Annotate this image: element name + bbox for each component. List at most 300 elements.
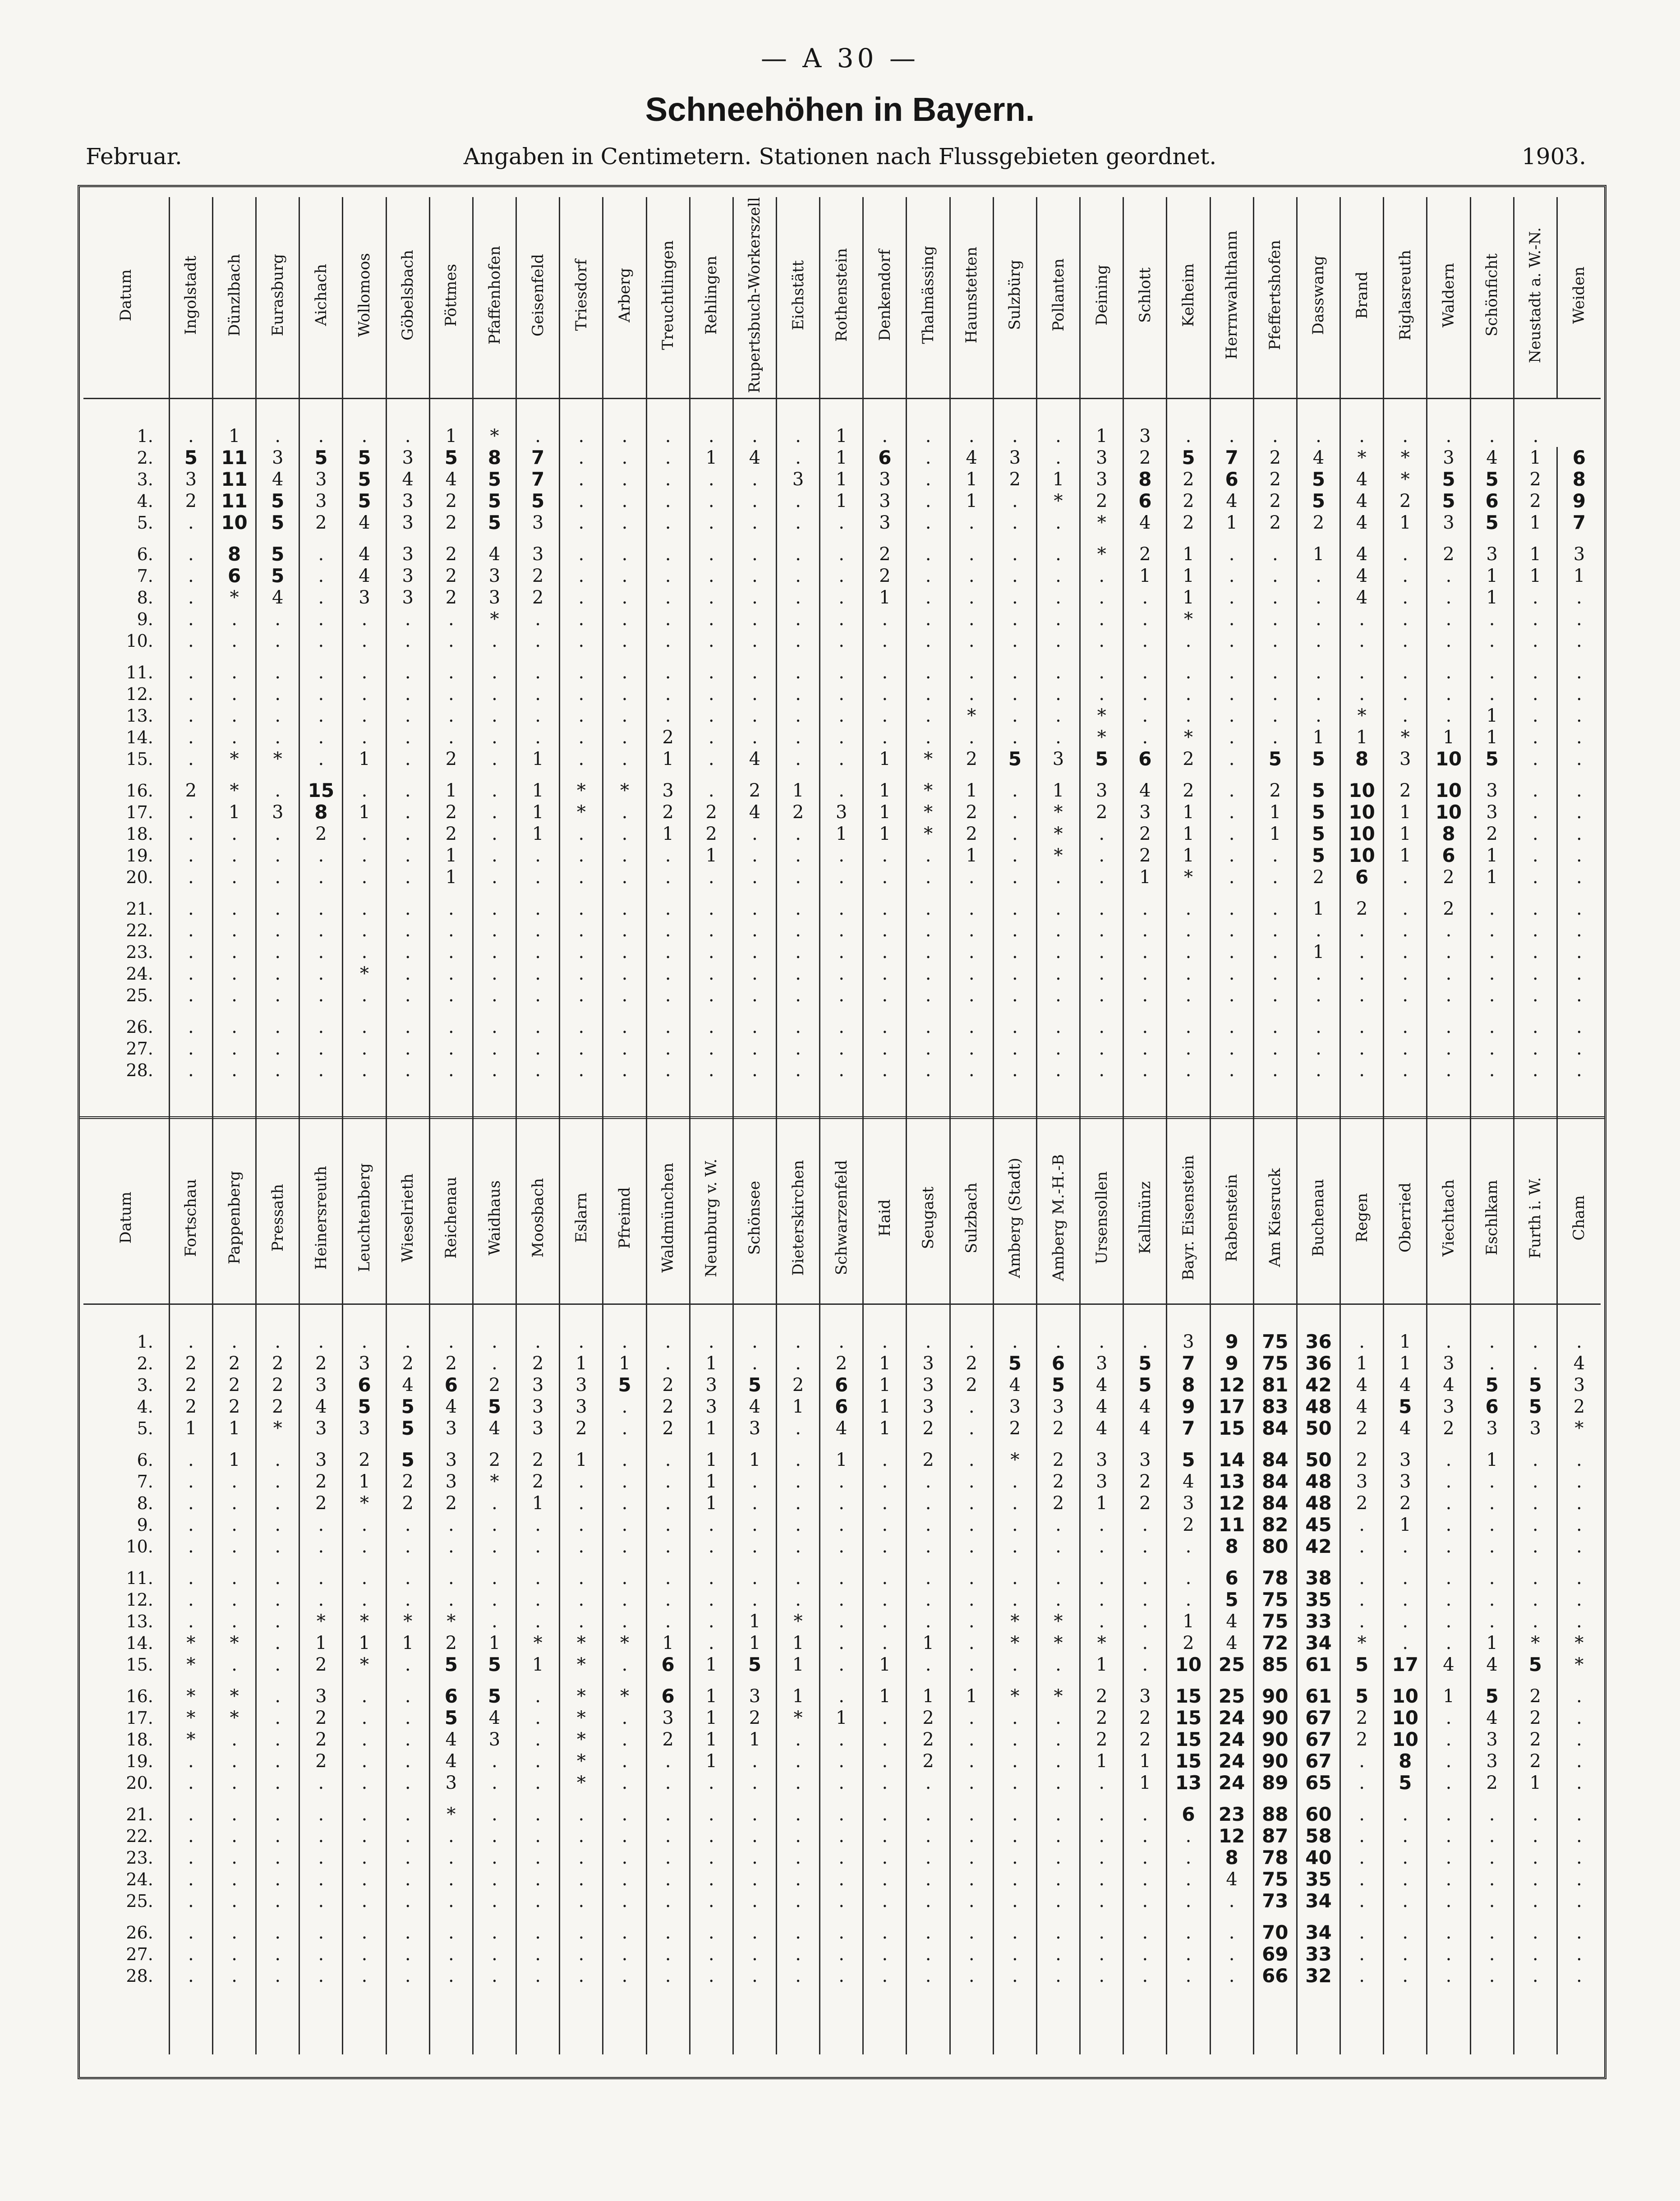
snow-depth-cell: . [777,1729,820,1750]
snow-depth-cell: 5 [473,1654,516,1676]
snow-depth-cell: 5 [1470,1374,1514,1396]
snow-depth-cell: . [1470,1471,1514,1492]
snow-depth-cell: . [473,1794,516,1825]
snow-depth-cell: 5 [256,565,299,587]
table-row [83,705,1601,727]
snow-depth-cell: . [212,1589,256,1611]
snow-depth-cell: . [1470,1589,1514,1611]
snow-depth-cell: . [1514,963,1557,985]
snow-depth-cell: . [777,705,820,727]
snow-depth-cell: . [993,534,1036,565]
snow-depth-cell: 2 [1514,1750,1557,1772]
snow-depth-cell: 2 [299,1729,343,1750]
snow-depth-cell: . [256,1514,299,1536]
snow-depth-cell: 1 [1514,1772,1557,1794]
snow-depth-cell: . [343,1557,386,1589]
snow-depth-cell: . [1080,1038,1123,1059]
date-cell: 21. [126,1805,153,1824]
snow-depth-cell: . [299,398,343,447]
snow-depth-cell: 3 [1427,1353,1470,1374]
snow-depth-cell: . [1384,1632,1427,1654]
snow-depth-cell: 6 [1210,469,1253,490]
snow-depth-cell: 2 [1427,534,1470,565]
snow-depth-cell: 24 [1210,1729,1253,1750]
snow-depth-cell: * [907,770,950,801]
snow-depth-cell: . [907,587,950,608]
snow-depth-cell: 4 [1080,1374,1123,1396]
station-header-row [83,197,1601,398]
snow-depth-cell: . [169,1943,212,1965]
snow-depth-cell: 1 [1470,587,1514,608]
snow-depth-cell: . [516,1006,560,1038]
footer-cell [1470,1081,1514,1140]
snow-depth-cell: * [560,1654,603,1676]
footer-cell [212,1081,256,1140]
snow-depth-cell: 24 [1210,1750,1253,1772]
snow-depth-cell: . [1340,1611,1384,1632]
snow-depth-cell: . [993,1912,1036,1943]
snow-depth-cell: . [777,1825,820,1847]
snow-depth-cell: 2 [299,1471,343,1492]
snow-depth-cell: 4 [1340,534,1384,565]
snow-depth-cell: 3 [473,1729,516,1750]
snow-depth-cell: . [1080,1943,1123,1965]
snow-depth-cell: 4 [1427,1654,1470,1676]
table-row [83,469,1601,490]
snow-depth-cell: . [1080,1006,1123,1038]
snow-depth-cell: . [1557,630,1601,652]
snow-depth-cell: . [516,1825,560,1847]
snow-depth-cell: * [560,1707,603,1729]
snow-depth-cell: . [169,652,212,683]
snow-depth-cell: . [473,985,516,1006]
snow-depth-cell: 1 [343,748,386,770]
snow-depth-cell: . [1514,727,1557,748]
snow-depth-cell: . [1123,1006,1167,1038]
snow-depth-cell: . [1123,1890,1167,1912]
snow-depth-cell: 4 [1340,565,1384,587]
snow-depth-cell: . [1036,1654,1080,1676]
snow-depth-cell: 84 [1253,1492,1297,1514]
snow-depth-cell: . [603,705,646,727]
snow-depth-cell: . [429,1847,473,1869]
snow-depth-cell: . [299,866,343,888]
snow-depth-cell: 1 [1340,727,1384,748]
snow-depth-cell: . [1514,1492,1557,1514]
snow-depth-cell: 3 [1557,534,1601,565]
snow-depth-cell: . [299,1557,343,1589]
snow-depth-cell: 12 [1210,1825,1253,1847]
footer-cell [733,1987,776,2054]
snow-depth-cell: . [993,1514,1036,1536]
snow-depth-cell: . [169,920,212,941]
station-name: Haunstetten [962,247,981,344]
snow-depth-cell: 25 [1210,1676,1253,1707]
snow-depth-cell: . [1253,941,1297,963]
snow-depth-cell: 2 [1123,1471,1167,1492]
snow-depth-cell: . [1036,1006,1080,1038]
snow-depth-cell: 1 [1036,770,1080,801]
station-column-header [473,1137,516,1304]
snow-depth-cell: 34 [1297,1890,1340,1912]
table-row [83,1557,1601,1589]
footer-cell [1340,1081,1384,1140]
snow-depth-cell: . [603,1492,646,1514]
snow-depth-cell: 6 [820,1396,863,1418]
table-row [83,1439,1601,1471]
snow-depth-cell: . [690,398,733,447]
snow-depth-cell: . [1384,866,1427,888]
station-column-header [993,197,1036,398]
snow-depth-cell: 4 [1340,469,1384,490]
snow-depth-cell: . [1470,1825,1514,1847]
snow-depth-cell: . [1557,1514,1601,1536]
snow-depth-cell: . [256,1869,299,1890]
snow-depth-cell: . [343,683,386,705]
snow-depth-cell: 2 [646,801,690,823]
snow-depth-cell: . [1427,630,1470,652]
snow-depth-cell: 1 [516,770,560,801]
snow-depth-cell: 1 [863,587,907,608]
snow-depth-cell: . [429,1536,473,1557]
snow-depth-cell: * [473,398,516,447]
snow-depth-cell: 2 [386,1353,429,1374]
snow-depth-cell: 1 [733,1611,776,1632]
snow-depth-cell: . [603,652,646,683]
snow-depth-cell: . [1470,963,1514,985]
snow-depth-cell: 34 [1297,1912,1340,1943]
snow-depth-cell: . [473,845,516,866]
snow-depth-cell: . [1514,1557,1557,1589]
snow-depth-cell: 1 [516,823,560,845]
snow-depth-cell: . [907,490,950,512]
snow-depth-cell: . [950,1304,993,1353]
snow-depth-cell: . [256,705,299,727]
snow-depth-cell: 83 [1253,1396,1297,1418]
snow-depth-cell: . [212,1536,256,1557]
snow-depth-cell: . [1470,1353,1514,1374]
snow-depth-cell: . [1036,985,1080,1006]
snow-depth-cell: 15 [1167,1676,1210,1707]
snow-depth-cell: . [1036,1794,1080,1825]
snow-depth-cell: 12 [1210,1374,1253,1396]
snow-depth-cell: 84 [1253,1439,1297,1471]
date-cell: 11. [126,662,153,682]
snow-depth-cell: 4 [473,534,516,565]
snow-depth-cell: . [1557,1869,1601,1890]
snow-depth-cell: . [1036,705,1080,727]
snow-depth-cell: . [212,1943,256,1965]
snow-depth-cell: 3 [733,1418,776,1439]
snow-depth-cell: . [950,1794,993,1825]
snow-depth-cell: 5 [1210,1589,1253,1611]
snow-depth-cell: . [212,1654,256,1676]
station-name: Ursensollen [1092,1171,1111,1265]
snow-depth-cell: . [1123,630,1167,652]
snow-depth-cell: . [343,1676,386,1707]
snow-depth-cell: . [386,1943,429,1965]
snow-depth-cell: 3 [429,1439,473,1471]
snow-depth-cell: 3 [646,770,690,801]
snow-depth-cell: . [603,985,646,1006]
snow-depth-cell: . [299,748,343,770]
snow-depth-cell: . [603,1869,646,1890]
snow-depth-cell: 85 [1253,1654,1297,1676]
snow-depth-cell: . [1036,512,1080,534]
snow-depth-cell: . [1123,1589,1167,1611]
snow-depth-cell: . [343,1514,386,1536]
snow-depth-cell: * [1080,1632,1123,1654]
snow-depth-cell: . [690,490,733,512]
snow-depth-cell: . [646,1038,690,1059]
snow-depth-cell: 3 [516,1418,560,1439]
snow-depth-cell: . [343,1943,386,1965]
snow-depth-cell: . [343,1794,386,1825]
snow-depth-cell: . [1210,823,1253,845]
snow-depth-cell: . [386,985,429,1006]
snow-depth-cell: 1 [820,823,863,845]
snow-depth-cell: . [646,866,690,888]
snow-depth-cell: 87 [1253,1825,1297,1847]
snow-depth-cell: . [1514,1589,1557,1611]
snow-depth-cell: 2 [516,1439,560,1471]
snow-depth-cell: . [690,920,733,941]
snow-depth-cell: . [1036,1965,1080,1987]
snow-depth-cell: 2 [1123,534,1167,565]
snow-depth-cell: . [1514,920,1557,941]
snow-depth-cell: 3 [1340,1471,1384,1492]
snow-depth-cell: . [690,587,733,608]
snow-depth-cell: . [690,1304,733,1353]
snow-depth-cell: . [993,770,1036,801]
station-name: Triesdorf [572,259,590,331]
snow-depth-cell: . [1557,1794,1601,1825]
snow-depth-cell: . [1036,1536,1080,1557]
snow-depth-cell: . [820,1912,863,1943]
snow-depth-cell: . [1514,1038,1557,1059]
snow-depth-cell: 1 [690,1729,733,1750]
table-row [83,770,1601,801]
snow-depth-cell: . [1384,398,1427,447]
snow-depth-cell: 15 [299,770,343,801]
snow-depth-cell: . [777,1514,820,1536]
snow-depth-cell: . [1384,587,1427,608]
snow-depth-cell: . [386,1557,429,1589]
snow-depth-cell: . [907,1965,950,1987]
snow-depth-cell: 5 [343,490,386,512]
snow-depth-cell: . [603,748,646,770]
snow-depth-cell: . [1470,888,1514,920]
snow-depth-cell: . [820,985,863,1006]
snow-depth-cell: 3 [516,1374,560,1396]
footer-cell [473,1987,516,2054]
date-cell: 22. [126,1826,153,1846]
snow-depth-cell: . [1210,985,1253,1006]
snow-depth-cell: 5 [733,1654,776,1676]
snow-depth-cell: . [560,1059,603,1081]
snow-depth-cell: . [907,1589,950,1611]
snow-depth-cell: . [1253,963,1297,985]
snow-depth-cell: . [212,985,256,1006]
table-row [83,920,1601,941]
snow-depth-cell: . [1384,1038,1427,1059]
snow-depth-cell: . [1123,1304,1167,1353]
snow-depth-cell: . [1036,1038,1080,1059]
snow-depth-cell: . [473,1965,516,1987]
snow-depth-cell: . [646,941,690,963]
snow-depth-cell: 78 [1253,1557,1297,1589]
snow-depth-cell: . [1557,801,1601,823]
snow-depth-cell: 3 [1080,447,1123,469]
station-column-header [1253,197,1297,398]
footer-cell [516,1987,560,2054]
snow-depth-cell: . [169,1794,212,1825]
snow-depth-cell: 5 [1123,1353,1167,1374]
snow-depth-cell: 3 [429,1772,473,1794]
snow-depth-cell: . [1384,1890,1427,1912]
snow-depth-cell: . [1123,1943,1167,1965]
snow-depth-cell: . [1427,1869,1470,1890]
snow-depth-cell: . [690,1038,733,1059]
snow-depth-cell: 3 [516,534,560,565]
snow-depth-cell: * [603,1676,646,1707]
snow-depth-cell: . [777,1492,820,1514]
snow-depth-cell: 5 [1297,490,1340,512]
snow-depth-cell: . [646,1059,690,1081]
snow-depth-cell: . [429,888,473,920]
snow-depth-cell: . [1427,1514,1470,1536]
snow-depth-cell: . [560,1825,603,1847]
snow-depth-cell: . [646,1943,690,1965]
station-column-header [1514,197,1557,398]
snow-depth-cell: . [1514,985,1557,1006]
snow-depth-cell: . [907,941,950,963]
snow-depth-cell: 3 [1470,1750,1514,1772]
snow-depth-cell: . [169,608,212,630]
snow-depth-cell: 1 [907,1632,950,1654]
snow-depth-cell: . [1427,1611,1470,1632]
snow-depth-cell: 2 [1340,1492,1384,1514]
snow-depth-cell: . [560,652,603,683]
snow-depth-cell: 8 [1340,748,1384,770]
snow-depth-cell: . [169,1439,212,1471]
snow-depth-cell: 12 [1210,1492,1253,1514]
snow-depth-cell: . [690,1794,733,1825]
snow-depth-cell: . [907,683,950,705]
snow-depth-cell: . [1080,1965,1123,1987]
snow-depth-cell: . [863,398,907,447]
snow-depth-cell: . [733,1890,776,1912]
snow-depth-cell: 1 [1470,705,1514,727]
snow-depth-cell: 45 [1297,1514,1340,1536]
snow-depth-cell: . [386,398,429,447]
snow-depth-cell: 36 [1297,1353,1340,1374]
snow-depth-cell: . [993,630,1036,652]
snow-depth-cell: . [1470,1492,1514,1514]
snow-depth-cell: . [993,727,1036,748]
snow-depth-cell: 1 [690,1439,733,1471]
snow-depth-cell: 2 [169,490,212,512]
snow-depth-cell: 2 [907,1439,950,1471]
snow-depth-cell: . [429,1943,473,1965]
snow-depth-cell: . [733,1471,776,1492]
snow-depth-cell: 6 [429,1374,473,1396]
snow-depth-cell: . [820,705,863,727]
station-name: Furth i. W. [1526,1177,1545,1259]
snow-depth-cell: 5 [993,748,1036,770]
snow-depth-cell: . [1427,1632,1470,1654]
footer-cell [169,1987,212,2054]
snow-depth-cell: . [1167,1825,1210,1847]
footer-cell [993,1081,1036,1140]
snow-depth-cell: . [1297,705,1340,727]
station-column-header [1123,197,1167,398]
snow-depth-cell: . [1514,845,1557,866]
snow-depth-cell: 13 [1210,1471,1253,1492]
snow-depth-cell: . [256,1471,299,1492]
station-column-header [1123,1137,1167,1304]
date-header-label: Datum [117,269,135,321]
snow-depth-cell: . [1340,920,1384,941]
station-column-header [1210,1137,1253,1304]
snow-depth-cell: 5 [256,490,299,512]
snow-depth-cell: * [473,608,516,630]
snow-depth-cell: . [1036,534,1080,565]
snow-depth-cell: . [993,920,1036,941]
snow-depth-cell: . [560,1847,603,1869]
snow-depth-cell: . [603,447,646,469]
snow-depth-cell: 4 [256,469,299,490]
snow-depth-cell: . [1557,1750,1601,1772]
snow-depth-cell: 4 [733,801,776,823]
snow-depth-cell: 1 [1384,845,1427,866]
snow-depth-cell: . [1340,1750,1384,1772]
snow-depth-cell: 1 [863,801,907,823]
snow-depth-cell: . [603,1943,646,1965]
snow-depth-cell: . [777,1890,820,1912]
snow-depth-cell: . [1253,866,1297,888]
snow-depth-cell: 5 [1253,748,1297,770]
snow-depth-cell: . [993,1589,1036,1611]
snow-depth-cell: . [1514,823,1557,845]
snow-depth-cell: . [386,963,429,985]
snow-depth-cell: . [1340,1536,1384,1557]
snow-depth-cell: . [1514,941,1557,963]
snow-depth-cell: . [560,1943,603,1965]
snow-depth-cell: . [1080,1869,1123,1890]
station-name: Eslarn [572,1193,590,1243]
snow-depth-cell: 3 [1427,447,1470,469]
footer-cell [1427,1987,1470,2054]
footer-cell [386,1987,429,2054]
snow-depth-cell: . [429,920,473,941]
snow-depth-cell: 3 [1080,1471,1123,1492]
snow-depth-cell: . [993,565,1036,587]
snow-depth-cell: 3 [473,587,516,608]
snow-depth-cell: 3 [1036,1396,1080,1418]
snow-depth-cell: 1 [863,748,907,770]
snow-depth-cell: . [690,770,733,801]
snow-depth-cell: . [863,1890,907,1912]
snow-depth-cell: . [560,587,603,608]
snow-depth-cell: 4 [1210,1869,1253,1890]
date-cell: 28. [126,1060,153,1080]
snow-depth-cell: 3 [299,469,343,490]
station-name: Wieselrieth [399,1173,417,1262]
snow-depth-cell: 6 [1470,1396,1514,1418]
snow-depth-cell: . [516,920,560,941]
snow-depth-cell: 2 [646,1374,690,1396]
